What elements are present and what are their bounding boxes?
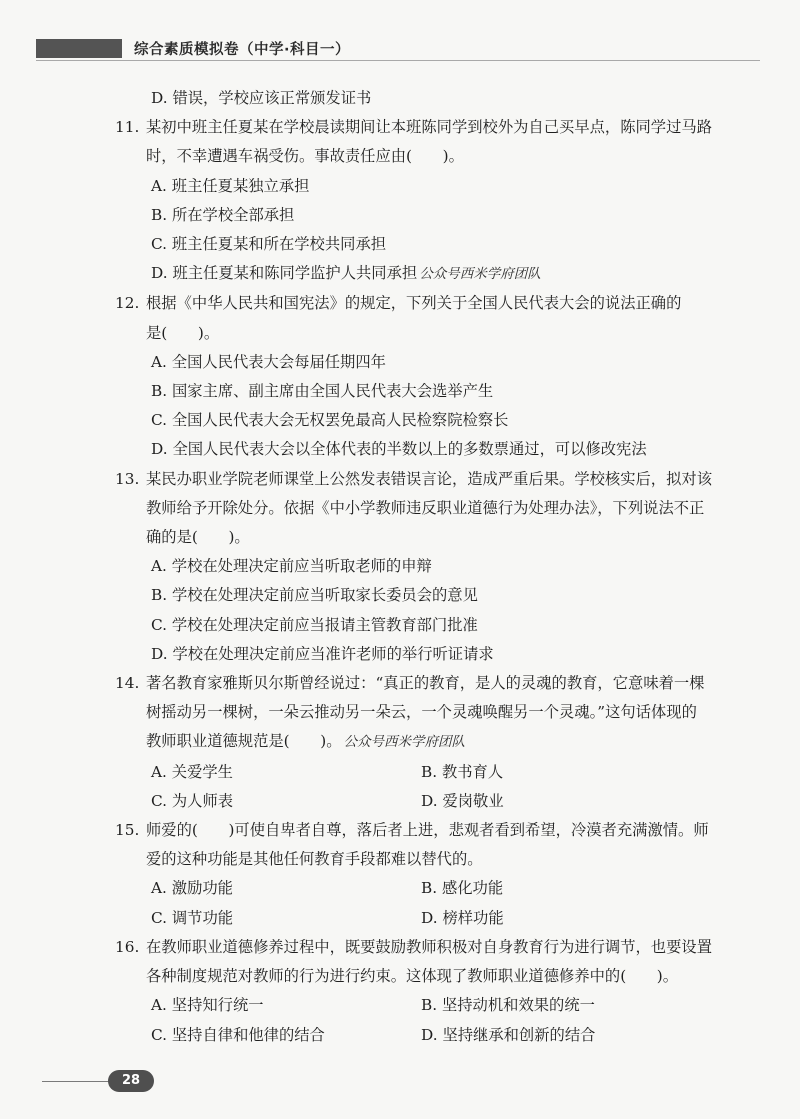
question-14	[115, 669, 760, 758]
option-d: D. 榜样功能	[421, 908, 504, 927]
question-stem: 确的是( )。	[146, 528, 250, 547]
option-d: D. 班主任夏某和陈同学监护人共同承担	[151, 264, 418, 283]
option-row	[115, 1021, 760, 1050]
question-content	[115, 84, 760, 1050]
option-c: C. 班主任夏某和所在学校共同承担	[151, 235, 387, 254]
option-a: A. 关爱学生	[151, 762, 233, 781]
question-stem: 在教师职业道德修养过程中，既要鼓励教师积极对自身教育行为进行调节，也要设置	[146, 937, 712, 956]
option-c: C. 为人师表	[151, 791, 234, 810]
option-d: D. 全国人民代表大会以全体代表的半数以上的多数票通过，可以修改宪法	[151, 440, 647, 459]
question-stem-line	[146, 727, 760, 757]
option-c: C. 调节功能	[151, 908, 234, 927]
footer-rule	[42, 1081, 112, 1082]
header-title: 综合素质模拟卷（中学·科目一）	[134, 42, 351, 58]
option-a: A. 全国人民代表大会每届任期四年	[151, 352, 386, 371]
option-d: D. 坚持继承和创新的结合	[421, 1025, 596, 1044]
question-16	[115, 933, 760, 991]
question-stem: 各种制度规范对教师的行为进行约束。这体现了教师职业道德修养中的( )。	[146, 967, 679, 986]
option-b: B. 学校在处理决定前应当听取家长委员会的意见	[151, 586, 478, 605]
option-d-row	[115, 259, 760, 289]
watermark-text: 公众号西米学府团队	[343, 734, 465, 751]
option-b: B. 教书育人	[421, 762, 504, 781]
question-15	[115, 816, 760, 874]
question-stem: 师爱的( )可使自卑者自尊，落后者上进，悲观者看到希望，冷漠者充满激情。师	[146, 821, 709, 840]
option-b: B. 所在学校全部承担	[151, 205, 295, 224]
question-stem: 爱的这种功能是其他任何教育手段都难以替代的。	[146, 850, 483, 869]
question-stem: 某初中班主任夏某在学校晨读期间让本班陈同学到校外为自己买早点，陈同学过马路	[146, 118, 712, 137]
page-number-badge: 28	[108, 1070, 154, 1092]
question-number: 15.	[115, 821, 140, 840]
option-a: A. 坚持知行统一	[151, 996, 264, 1015]
option-a: A. 学校在处理决定前应当听取老师的申辩	[151, 557, 432, 576]
question-stem: 某民办职业学院老师课堂上公然发表错误言论，造成严重后果。学校核实后，拟对该	[146, 469, 712, 488]
question-stem: 根据《中华人民共和国宪法》的规定，下列关于全国人民代表大会的说法正确的	[146, 294, 682, 313]
header-bar	[36, 39, 122, 58]
option-b: B. 坚持动机和效果的统一	[421, 996, 595, 1015]
option-row	[115, 758, 760, 787]
option-row	[115, 904, 760, 933]
question-number: 12.	[115, 294, 140, 313]
option-a: A. 激励功能	[151, 879, 233, 898]
question-number: 11.	[115, 118, 140, 137]
question-stem: 著名教育家雅斯贝尔斯曾经说过：“真正的教育，是人的灵魂的教育，它意味着一棵	[146, 674, 705, 693]
question-number: 14.	[115, 674, 140, 693]
page-header	[0, 36, 800, 62]
option-c: C. 学校在处理决定前应当报请主管教育部门批准	[151, 615, 478, 634]
question-stem: 树摇动另一棵树，一朵云推动另一朵云，一个灵魂唤醒另一个灵魂。”这句话体现的	[146, 703, 697, 722]
option-b: B. 感化功能	[421, 879, 504, 898]
option-row	[115, 874, 760, 903]
option-c: C. 坚持自律和他律的结合	[151, 1025, 325, 1044]
watermark-text: 公众号西米学府团队	[419, 266, 541, 283]
question-number: 16.	[115, 937, 140, 956]
option-c: C. 全国人民代表大会无权罢免最高人民检察院检察长	[151, 411, 509, 430]
header-rule	[36, 60, 760, 61]
question-stem: 时，不幸遭遇车祸受伤。事故责任应由( )。	[146, 147, 464, 166]
leading-option: D. 错误，学校应该正常颁发证书	[151, 89, 372, 107]
page-footer	[0, 1068, 800, 1098]
question-11	[115, 113, 760, 171]
option-row	[115, 787, 760, 816]
question-stem: 是( )。	[146, 323, 220, 342]
question-number: 13.	[115, 469, 140, 488]
option-d: D. 爱岗敬业	[421, 791, 504, 810]
question-stem: 教师职业道德规范是( )。	[146, 732, 342, 751]
option-row	[115, 991, 760, 1020]
option-b: B. 国家主席、副主席由全国人民代表大会选举产生	[151, 382, 494, 401]
question-13	[115, 465, 760, 553]
question-12	[115, 289, 760, 347]
question-stem: 教师给予开除处分。依据《中小学教师违反职业道德行为处理办法》，下列说法不正	[146, 498, 705, 517]
option-d: D. 学校在处理决定前应当准许老师的举行听证请求	[151, 644, 494, 663]
option-a: A. 班主任夏某独立承担	[151, 176, 310, 195]
